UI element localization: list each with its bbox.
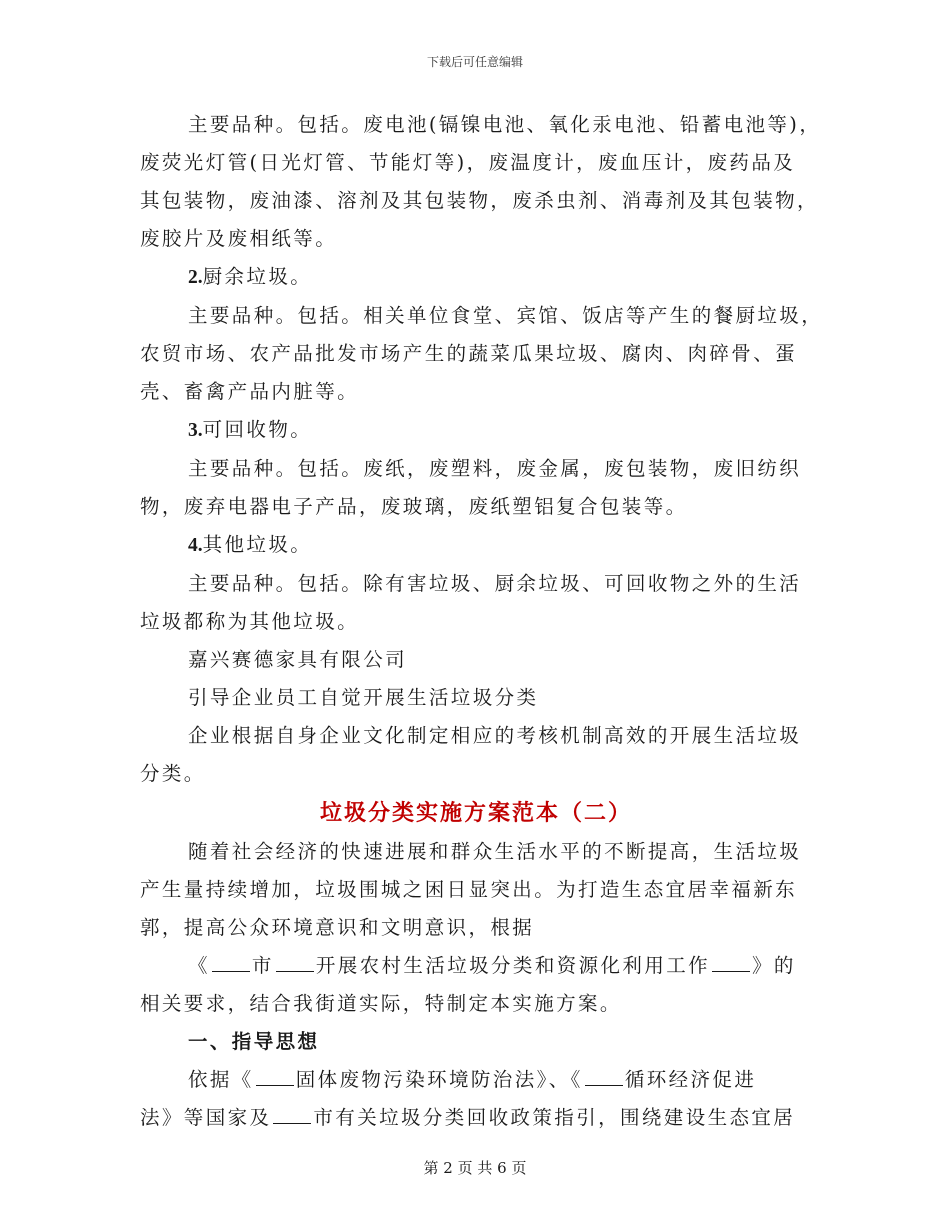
paragraph-line: 废荧光灯管(日光灯管、节能灯等)，废温度计，废血压计，废药品及 <box>140 151 796 174</box>
text-fragment: 循环经济促进 <box>624 1068 757 1091</box>
text-fragment: 市有关垃圾分类回收政策指引，围绕建设生态宜居 <box>313 1106 796 1129</box>
text-fragment: 《 <box>188 954 210 977</box>
paragraph-line-with-blanks <box>140 1061 812 1099</box>
paragraph-line: 废胶片及废相纸等。 <box>140 227 338 250</box>
text-fragment: 固体废物污染环境防治法》、《 <box>295 1068 583 1091</box>
guide-line: 引导企业员工自觉开展生活垃圾分类 <box>188 686 539 709</box>
paragraph-line: 物，废弃电器电子产品，废玻璃，废纸塑铝复合包装等。 <box>140 495 688 518</box>
section-title: 垃圾分类实施方案范本（二） <box>319 800 632 826</box>
paragraph-line: 相关要求，结合我街道实际，特制定本实施方案。 <box>140 992 622 1015</box>
item-heading-text: 其他垃圾。 <box>202 533 313 556</box>
item-number: 3. <box>188 420 203 441</box>
fill-in-blank <box>256 1067 294 1086</box>
text-fragment: 依据《 <box>188 1068 254 1091</box>
item-heading-other-waste <box>140 526 812 565</box>
item-heading-recyclables <box>140 411 812 450</box>
section-heading-guiding-ideology: 一、指导思想 <box>188 1030 320 1053</box>
text-fragment: 市 <box>251 954 274 977</box>
text-fragment: 》的 <box>752 954 796 977</box>
item-heading-text: 厨余垃圾。 <box>202 265 313 288</box>
text-fragment: 开展农村生活垃圾分类和资源化利用工作 <box>315 954 711 977</box>
item-heading-text: 可回收物。 <box>202 418 313 441</box>
paragraph-line: 其包装物，废油漆、溶剂及其包装物，废杀虫剂、消毒剂及其包装物， <box>140 189 819 212</box>
fill-in-blank <box>712 953 750 972</box>
fill-in-blank <box>585 1067 623 1086</box>
item-heading-kitchen-waste <box>140 258 812 297</box>
company-name: 嘉兴赛德家具有限公司 <box>188 648 408 671</box>
paragraph-line: 主要品种。包括。相关单位食堂、宾馆、饭店等产生的餐厨垃圾， <box>188 304 824 327</box>
paragraph-line: 农贸市场、农产品批发市场产生的蔬菜瓜果垃圾、腐肉、肉碎骨、蛋 <box>140 342 798 365</box>
paragraph-line: 主要品种。包括。除有害垃圾、厨余垃圾、可回收物之外的生活 <box>188 572 802 595</box>
document-body <box>140 106 824 1137</box>
paragraph-line: 垃圾都称为其他垃圾。 <box>140 610 360 633</box>
fill-in-blank <box>212 953 250 972</box>
page-header: 下载后可任意编辑 <box>426 55 523 69</box>
paragraph-line: 随着社会经济的快速进展和群众生活水平的不断提高，生活垃圾 <box>188 840 802 863</box>
page-footer: 第 2 页 共 6 页 <box>423 1159 527 1177</box>
paragraph-line: 主要品种。包括。废电池(镉镍电池、氧化汞电池、铅蓄电池等)， <box>188 113 822 136</box>
paragraph-line: 产生量持续增加，垃圾围城之困日显突出。为打造生态宜居幸福新东 <box>140 878 798 901</box>
paragraph-line: 企业根据自身企业文化制定相应的考核机制高效的开展生活垃圾 <box>188 724 802 747</box>
paragraph-line-with-blanks <box>140 947 812 985</box>
fill-in-blank <box>273 1105 311 1124</box>
paragraph-line: 郭，提高公众环境意识和文明意识，根据 <box>140 916 535 939</box>
fill-in-blank <box>276 953 314 972</box>
item-number: 2. <box>188 267 203 288</box>
item-number: 4. <box>188 535 203 556</box>
paragraph-line-with-blanks <box>140 1099 812 1137</box>
paragraph-line: 分类。 <box>140 762 206 785</box>
paragraph-line: 壳、畜禽产品内脏等。 <box>140 380 360 403</box>
paragraph-line: 主要品种。包括。废纸，废塑料，废金属，废包装物，废旧纺织 <box>188 457 802 480</box>
text-fragment: 法》等国家及 <box>140 1106 272 1129</box>
